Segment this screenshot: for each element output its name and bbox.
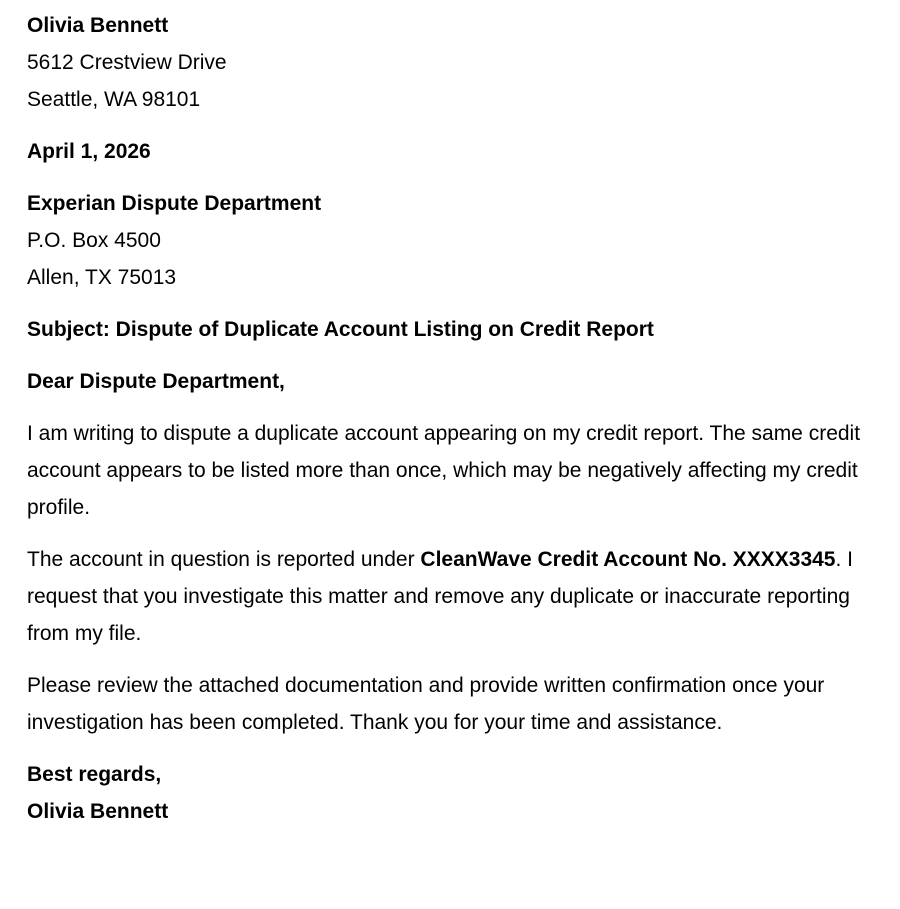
body-paragraph-1: I am writing to dispute a duplicate account appearing on my credit report. The same credit account appears to be listed more than once, which may be negatively affecting my credit profile. xyxy=(27,422,861,519)
recipient-name: Experian Dispute Department xyxy=(27,192,322,215)
recipient-address-line1: P.O. Box 4500 xyxy=(27,229,161,252)
sender-address-line1: 5612 Crestview Drive xyxy=(27,51,227,74)
recipient-address-line2: Allen, TX 75013 xyxy=(27,266,177,289)
recipient-block xyxy=(27,185,870,296)
closing-signoff: Best regards, xyxy=(27,763,162,786)
paragraph2-account-number: CleanWave Credit Account No. XXXX3345 xyxy=(420,548,836,571)
subject-line: Subject: Dispute of Duplicate Account Listing on Credit Report xyxy=(27,318,654,341)
sender-address-line2: Seattle, WA 98101 xyxy=(27,88,201,111)
paragraph2-text-post: . I request that you investigate this matter and remove any duplicate or inaccurate reporting from my file. xyxy=(27,548,854,645)
body-paragraph-3: Please review the attached documentation and provide written confirmation once your investigation has been completed. Thank you for your time and assistance. xyxy=(27,674,825,734)
sender-block xyxy=(27,7,870,118)
paragraph2-text-pre: The account in question is reported under xyxy=(27,548,421,571)
closing-block xyxy=(27,756,870,830)
sender-name: Olivia Bennett xyxy=(27,14,169,37)
salutation-line: Dear Dispute Department, xyxy=(27,370,285,393)
date-line: April 1, 2026 xyxy=(27,140,151,163)
body-paragraph-2 xyxy=(27,541,870,652)
closing-signature: Olivia Bennett xyxy=(27,800,169,823)
